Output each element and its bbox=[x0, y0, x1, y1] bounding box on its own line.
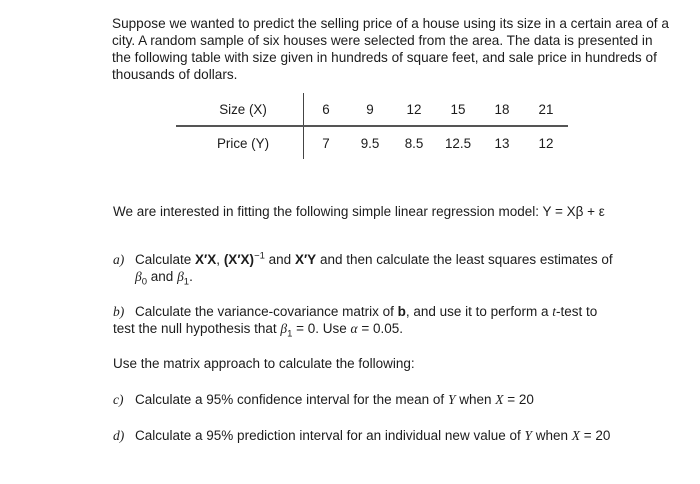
beta0-subscript: 0 bbox=[141, 276, 148, 288]
question-d bbox=[113, 427, 613, 444]
question-d-text: Calculate a 95% prediction interval for an individual new value of bbox=[135, 428, 525, 443]
y-symbol: Y bbox=[447, 392, 456, 407]
table-cell: 15 bbox=[436, 93, 480, 126]
question-a-text-end: and then calculate the least squares estimates of bbox=[316, 252, 613, 267]
problem-intro: Suppose we wanted to predict the selling price of a house using its size in a certain area of a city. A random sample of six houses were selected from the area. The data is presented in the following table with size given in hundreds of square feet, and sale price in hundreds of thousands of dollars. bbox=[112, 16, 669, 82]
alpha-symbol: α bbox=[350, 321, 358, 336]
xtx-inverse-term: (X′X) bbox=[223, 252, 255, 267]
table-cell: 18 bbox=[480, 93, 524, 126]
table-cell: 8.5 bbox=[404, 135, 424, 151]
question-c-label: c) bbox=[113, 392, 124, 407]
column-divider bbox=[293, 93, 304, 126]
table-row bbox=[176, 93, 568, 126]
b-vector: b bbox=[397, 304, 406, 319]
table-row bbox=[176, 126, 568, 159]
beta0-symbol: β bbox=[135, 269, 142, 284]
question-b-text-3: -test to test the null hypothesis that bbox=[113, 304, 598, 336]
xtx-term: X′X bbox=[195, 252, 217, 267]
question-b-label: b) bbox=[113, 304, 125, 319]
beta1-symbol: β bbox=[280, 321, 288, 336]
period: . bbox=[189, 269, 193, 284]
table-cell: 9.5 bbox=[360, 135, 380, 151]
question-c-text: Calculate a 95% confidence interval for the mean of bbox=[135, 392, 448, 407]
matrix-instruction: Use the matrix approach to calculate the following: bbox=[113, 356, 415, 371]
xty-term: X′Y bbox=[294, 252, 317, 267]
question-d-label: d) bbox=[113, 428, 125, 443]
x-symbol: X bbox=[495, 392, 504, 407]
table-cell: 7 bbox=[322, 135, 330, 151]
question-a-text: Calculate bbox=[135, 252, 196, 267]
y-symbol: Y bbox=[524, 428, 532, 443]
beta1-subscript: 1 bbox=[183, 276, 190, 288]
row-label-price: Price (Y) bbox=[216, 135, 270, 151]
and-text: and bbox=[264, 252, 295, 267]
table-cell: 21 bbox=[524, 93, 568, 126]
beta1-symbol: β bbox=[177, 269, 184, 284]
table-cell: 13 bbox=[494, 135, 510, 151]
when-text: when bbox=[455, 392, 496, 407]
alpha-value: = 0.05. bbox=[357, 321, 404, 336]
x-value: = 20 bbox=[503, 392, 534, 407]
question-a: a) Calculate X′X, $(X'X)^{-1}$ and X′Y and then calculate the least squares estimates of $\beta_0$ and $\beta_1$. bbox=[113, 250, 613, 288]
null-value: = 0. Use bbox=[292, 321, 351, 336]
question-b-text-2: , and use it to perform a bbox=[405, 304, 553, 319]
table-cell: 12.5 bbox=[444, 135, 472, 151]
and-text: and bbox=[147, 269, 178, 284]
table-cell: 12 bbox=[538, 135, 554, 151]
inverse-exponent: −1 bbox=[254, 250, 265, 262]
model-equation: Y = Xβ + ε bbox=[542, 204, 605, 219]
beta1-subscript: 1 bbox=[287, 328, 293, 340]
model-statement bbox=[113, 203, 605, 220]
column-divider bbox=[293, 126, 304, 159]
data-table bbox=[176, 93, 568, 159]
x-symbol: X bbox=[571, 428, 581, 443]
question-b bbox=[113, 303, 613, 340]
row-label-size: Size (X) bbox=[176, 93, 293, 126]
t-symbol: t bbox=[552, 304, 556, 319]
x-value: = 20 bbox=[580, 428, 611, 443]
table-cell: 6 bbox=[304, 93, 349, 126]
when-text: when bbox=[532, 428, 572, 443]
question-a-label: a) bbox=[113, 252, 125, 267]
question-b-text: Calculate the variance-covariance matrix of bbox=[135, 304, 398, 319]
model-text: We are interested in fitting the following simple linear regression model: bbox=[113, 204, 543, 219]
table-cell: 12 bbox=[392, 93, 436, 126]
table-cell: 9 bbox=[348, 93, 392, 126]
question-c bbox=[113, 391, 534, 408]
